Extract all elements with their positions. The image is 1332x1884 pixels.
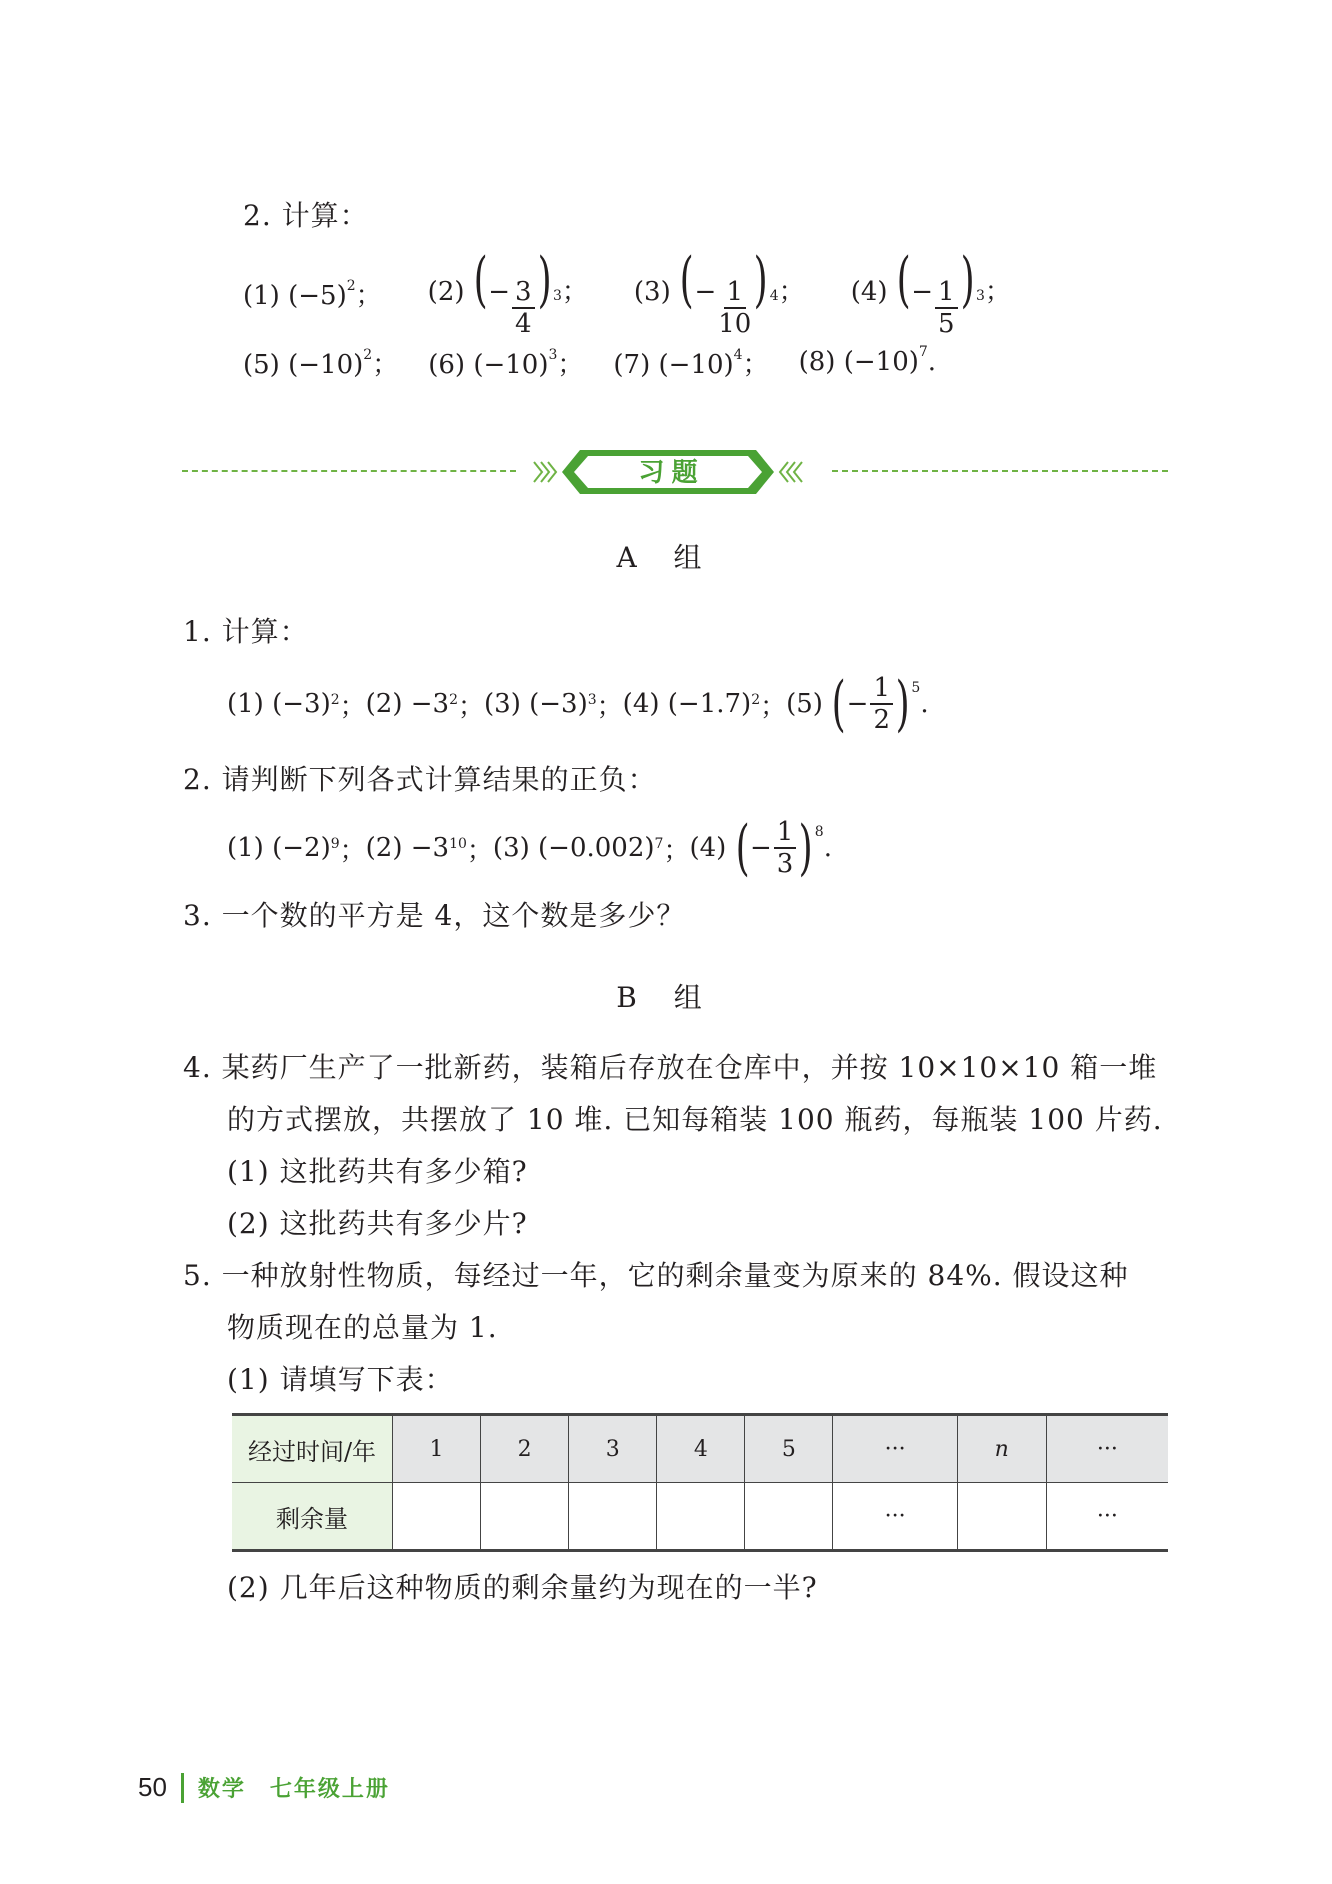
group-b-title: B 组: [616, 981, 716, 1014]
table-cell: [481, 1483, 569, 1551]
table-cell: ···: [833, 1415, 957, 1483]
expr-5: (5) $(-10)^2$；: [243, 346, 399, 380]
b-q4-line2: 的方式摆放，共摆放了 10 堆. 已知每箱装 100 瓶药，每瓶装 100 片药.: [227, 1103, 1163, 1136]
divider-left: [182, 470, 516, 472]
b-q5-sub1: (1) 请填写下表：: [227, 1363, 454, 1396]
expr-7: (7) $(-10)^4$；: [613, 346, 769, 380]
table-row: [232, 1483, 1168, 1551]
page-footer: [138, 1772, 390, 1803]
banner-label: 习 题: [638, 457, 698, 487]
table-cell: ···: [1046, 1483, 1168, 1551]
table-cell: 3: [569, 1415, 657, 1483]
table-cell: [393, 1483, 481, 1551]
expr-4: (4) (− $\frac{1}{5}$ ) 3；: [850, 244, 1011, 339]
b-q5-sub2: (2) 几年后这种物质的剩余量约为现在的一半?: [227, 1571, 818, 1604]
table-cell: ···: [833, 1483, 957, 1551]
table-header-remaining: 剩余量: [232, 1483, 393, 1551]
exercise-2-row2: [243, 340, 972, 384]
a-q1-title: 1. 计算：: [183, 615, 309, 648]
table-cell: 1: [393, 1415, 481, 1483]
a-q2-title: 2. 请判断下列各式计算结果的正负：: [183, 763, 657, 796]
table-row: [232, 1415, 1168, 1483]
table-cell: 4: [657, 1415, 745, 1483]
group-a-title: A 组: [616, 541, 716, 574]
b-q4-sub1: (1) 这批药共有多少箱?: [227, 1155, 528, 1188]
table-header-time: 经过时间/年: [232, 1415, 393, 1483]
table-cell: [957, 1483, 1046, 1551]
decay-table: [232, 1413, 1168, 1552]
expr-1: (1) $(-5)^2$；: [243, 277, 382, 311]
table-cell: 2: [481, 1415, 569, 1483]
b-q5-line1: 5. 一种放射性物质，每经过一年，它的剩余量变为原来的 84%. 假设这种: [183, 1259, 1129, 1292]
table-cell: ···: [1046, 1415, 1168, 1483]
a-q3: 3. 一个数的平方是 4，这个数是多少？: [183, 899, 686, 932]
page-number: 50: [138, 1772, 167, 1802]
b-q5-line2: 物质现在的总量为 1.: [227, 1311, 498, 1344]
b-q4-sub2: (2) 这批药共有多少片?: [227, 1207, 528, 1240]
table-cell: 5: [745, 1415, 833, 1483]
exercise-2-title: 2. 计算：: [243, 199, 369, 232]
b-q4-line1: 4. 某药厂生产了一批新药，装箱后存放在仓库中，并按 10×10×10 箱一堆: [183, 1051, 1158, 1084]
expr-6: (6) $(-10)^3$；: [428, 346, 584, 380]
footer-divider: [181, 1773, 184, 1803]
table-cell: [657, 1483, 745, 1551]
expr-8: (8) $(-10)^7$.: [798, 344, 937, 377]
exercise-2-row1: [243, 244, 1047, 339]
divider-right: [832, 470, 1168, 472]
table-cell: [745, 1483, 833, 1551]
a-q2-expressions: (1) (−2) 9 ； (2) −3 10 ； (3) (−0.002) 7 ； (4) ( − $\frac{1}{3}$ ) 8 .: [227, 813, 832, 883]
a-q1-expressions: (1) (−3) 2 ； (2) −3 2 ； (3) (−3) 3 ； (4) (−1.7) 2 ； (5) ( − $\frac{1}{2}$ ) 5 .: [227, 669, 929, 739]
expr-2: (2) (− $\frac{3}{4}$ ) 3；: [427, 244, 588, 339]
table-cell: n: [957, 1415, 1046, 1483]
table-cell: [569, 1483, 657, 1551]
book-title: 数学 七年级上册: [197, 1776, 390, 1801]
expr-3: (3) (− $\frac{1}{10}$ ) 4；: [633, 244, 805, 339]
